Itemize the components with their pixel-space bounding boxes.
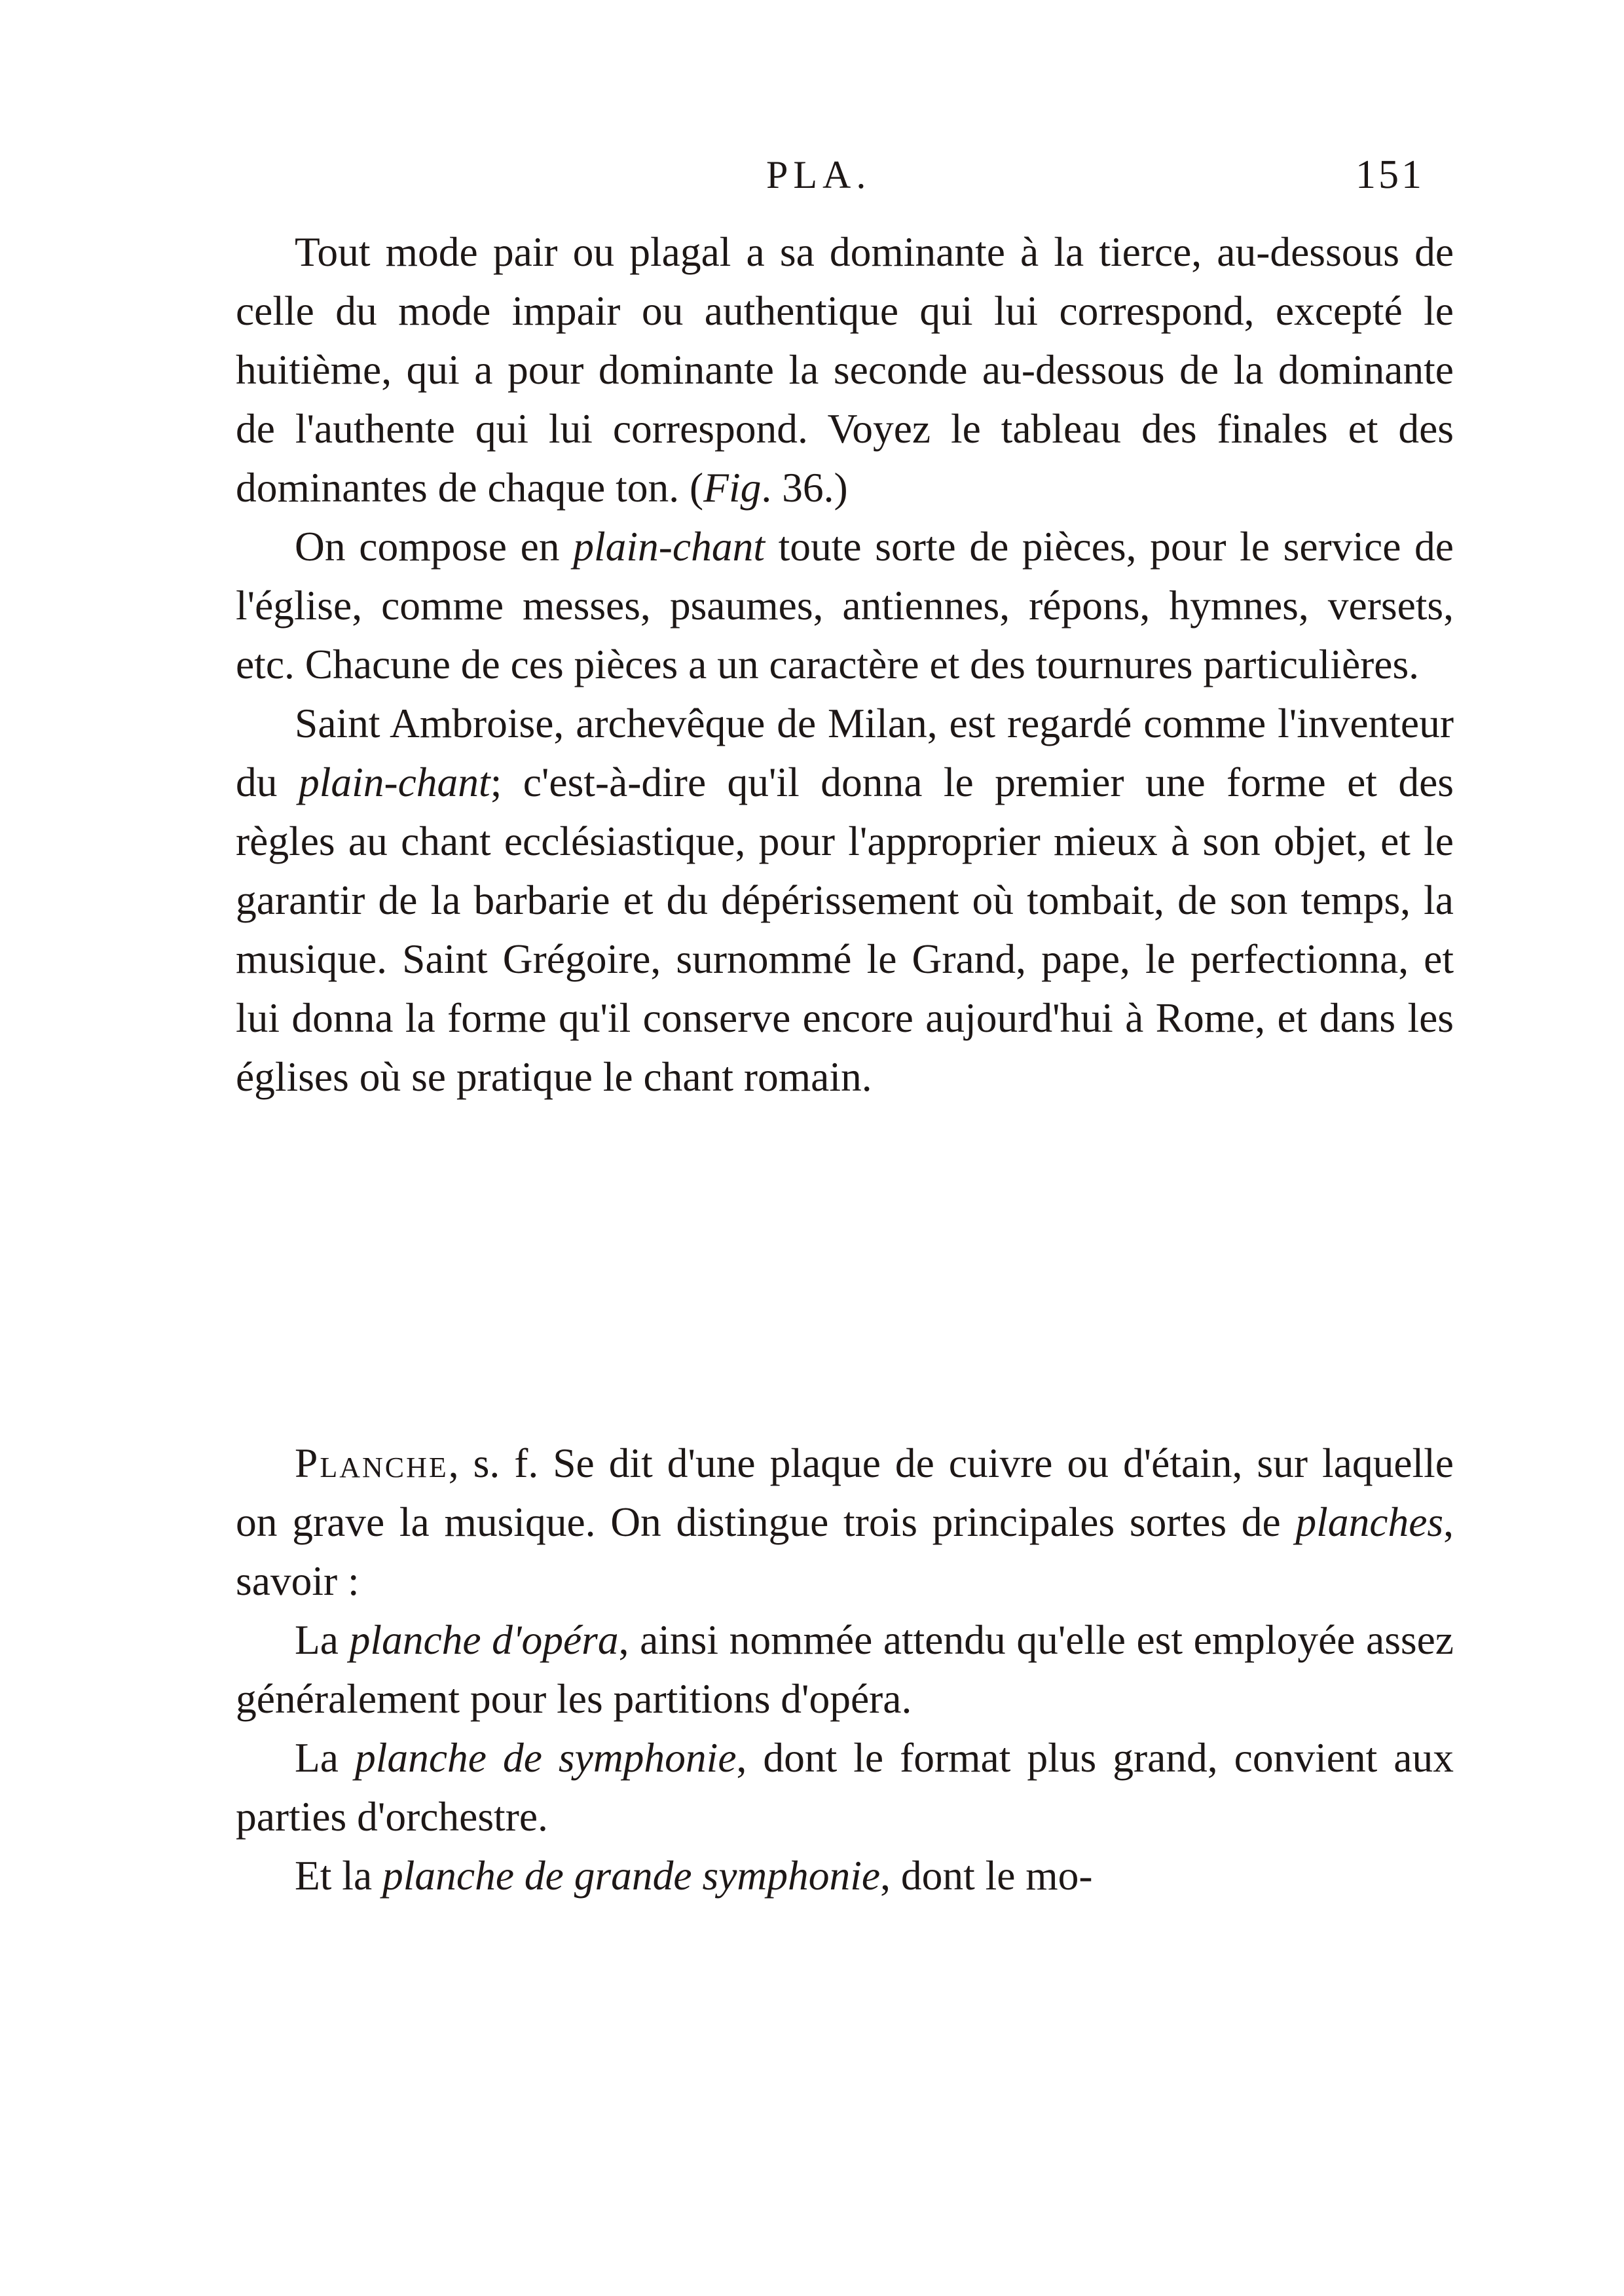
paragraph: Tout mode pair ou plagal a sa dominante à la tierce, au-dessous de celle du mode impair ou authentique qui lui correspond, excepté le huitième, qui a pour dominante la seconde au-dessous de la dominante de l'authente qui lui correspond. Voyez le tableau des finales et des dominantes de chaque ton. (Fig. 36.) xyxy=(236,228,1454,511)
italic-term: planches xyxy=(1295,1499,1444,1545)
paragraph: On compose en plain-chant toute sorte de pièces, pour le service de l'église, comme messes, psaumes, antiennes, répons, hymnes, versets, etc. Chacune de ces pièces a un caractère et des tournures particulières. xyxy=(236,523,1454,687)
italic-term: plain-chant xyxy=(573,523,765,570)
page-number: 151 xyxy=(1356,153,1424,197)
italic-term: planche de grande symphonie xyxy=(382,1852,881,1899)
entry-planche xyxy=(236,1434,1454,1905)
entry-plain-chant-continued xyxy=(236,223,1454,1106)
paragraph: Saint Ambroise, archevêque de Milan, est regardé comme l'inventeur du plain-chant; c'est-à-dire qu'il donna le premier une forme et des règles au chant ecclésiastique, pour l'approprier mieux à son objet, et le garantir de la barbarie et du dépérissement où tombait, de son temps, la musique. Saint Grégoire, surnommé le Grand, pape, le perfectionna, et lui donna la forme qu'il conserve encore aujourd'hui à Rome, et dans les églises où se pratique le chant romain. xyxy=(236,700,1454,1100)
paragraph: La planche de symphonie, dont le format plus grand, convient aux parties d'orchestre. xyxy=(236,1734,1454,1840)
italic-term: planche d'opéra xyxy=(349,1616,619,1663)
paragraph: La planche d'opéra, ainsi nommée attendu qu'elle est employée assez généralement pour les partitions d'opéra. xyxy=(236,1616,1454,1722)
italic-term: plain-chant xyxy=(298,759,490,805)
headword: Planche xyxy=(295,1440,449,1486)
paragraph: Et la planche de grande symphonie, dont le mo- xyxy=(295,1852,1093,1899)
paragraph: Planche, s. f. Se dit d'une plaque de cuivre ou d'étain, sur laquelle on grave la musique. On distingue trois principales sortes de planches, savoir : xyxy=(236,1440,1454,1604)
figure-reference: Fig xyxy=(703,464,762,511)
italic-term: planche de symphonie xyxy=(354,1734,737,1781)
running-head: PLA. xyxy=(766,153,872,196)
page-header xyxy=(0,145,1624,204)
